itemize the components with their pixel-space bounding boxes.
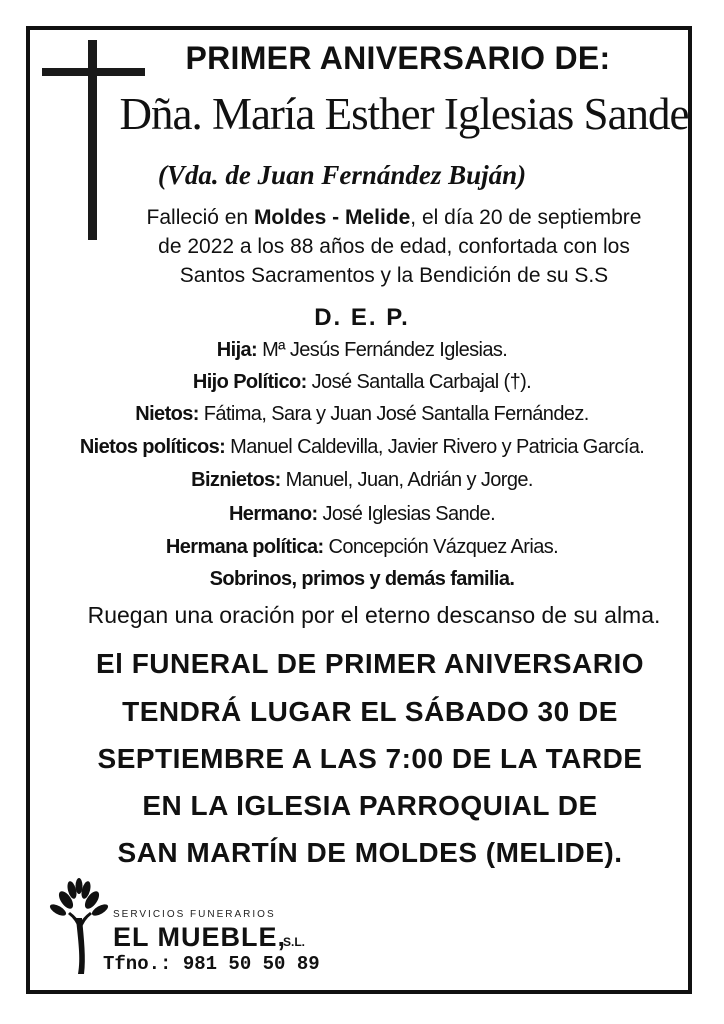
death-line-1: Falleció en Moldes - Melide, el día 20 de septiembre — [146, 206, 642, 229]
funeral-line: SAN MARTÍN DE MOLDES (MELIDE). — [117, 837, 623, 868]
family-line: Biznietos: Manuel, Juan, Adrián y Jorge. — [191, 469, 533, 491]
notice-title: PRIMER ANIVERSARIO DE: — [185, 40, 611, 76]
funeral-line: El FUNERAL DE PRIMER ANIVERSARIO — [95, 648, 645, 679]
family-line: Hijo Político: José Santalla Carbajal (†). — [192, 371, 532, 393]
widow-of: (Vda. de Juan Fernández Buján) — [157, 160, 527, 190]
death-line-2: de 2022 a los 88 años de edad, confortada con los — [158, 235, 630, 258]
logo-phone: Tfno.: 981 50 50 89 — [103, 953, 320, 975]
death-line-3: Santos Sacramentos y la Bendición de su S.S — [179, 264, 609, 287]
family-line: Hija: Mª Jesús Fernández Iglesias. — [216, 339, 508, 361]
family-line: Nietos: Fátima, Sara y Juan José Santalla Fernández. — [135, 403, 589, 425]
logo-name: EL MUEBLE, — [113, 922, 287, 952]
family-line: Hermano: José Iglesias Sande. — [228, 503, 496, 525]
logo-subtitle: SERVICIOS FUNERARIOS — [113, 909, 276, 920]
prayer-request: Ruegan una oración por el eterno descanso de su alma. — [87, 602, 661, 628]
funeral-line: EN LA IGLESIA PARROQUIAL DE — [142, 790, 598, 821]
dep-heading: D. E. P. — [314, 304, 410, 331]
family-line: Nietos políticos: Manuel Caldevilla, Javier Rivero y Patricia García. — [79, 436, 645, 458]
deceased-name: Dña. María Esther Iglesias Sande — [119, 89, 689, 139]
funeral-line: SEPTIEMBRE A LAS 7:00 DE LA TARDE — [97, 743, 643, 774]
family-line: Hermana política: Concepción Vázquez Arias. — [165, 536, 559, 558]
funeral-line: TENDRÁ LUGAR EL SÁBADO 30 DE — [122, 696, 618, 727]
logo-suffix: S.L. — [283, 935, 306, 949]
family-line: Sobrinos, primos y demás familia. — [209, 568, 515, 590]
